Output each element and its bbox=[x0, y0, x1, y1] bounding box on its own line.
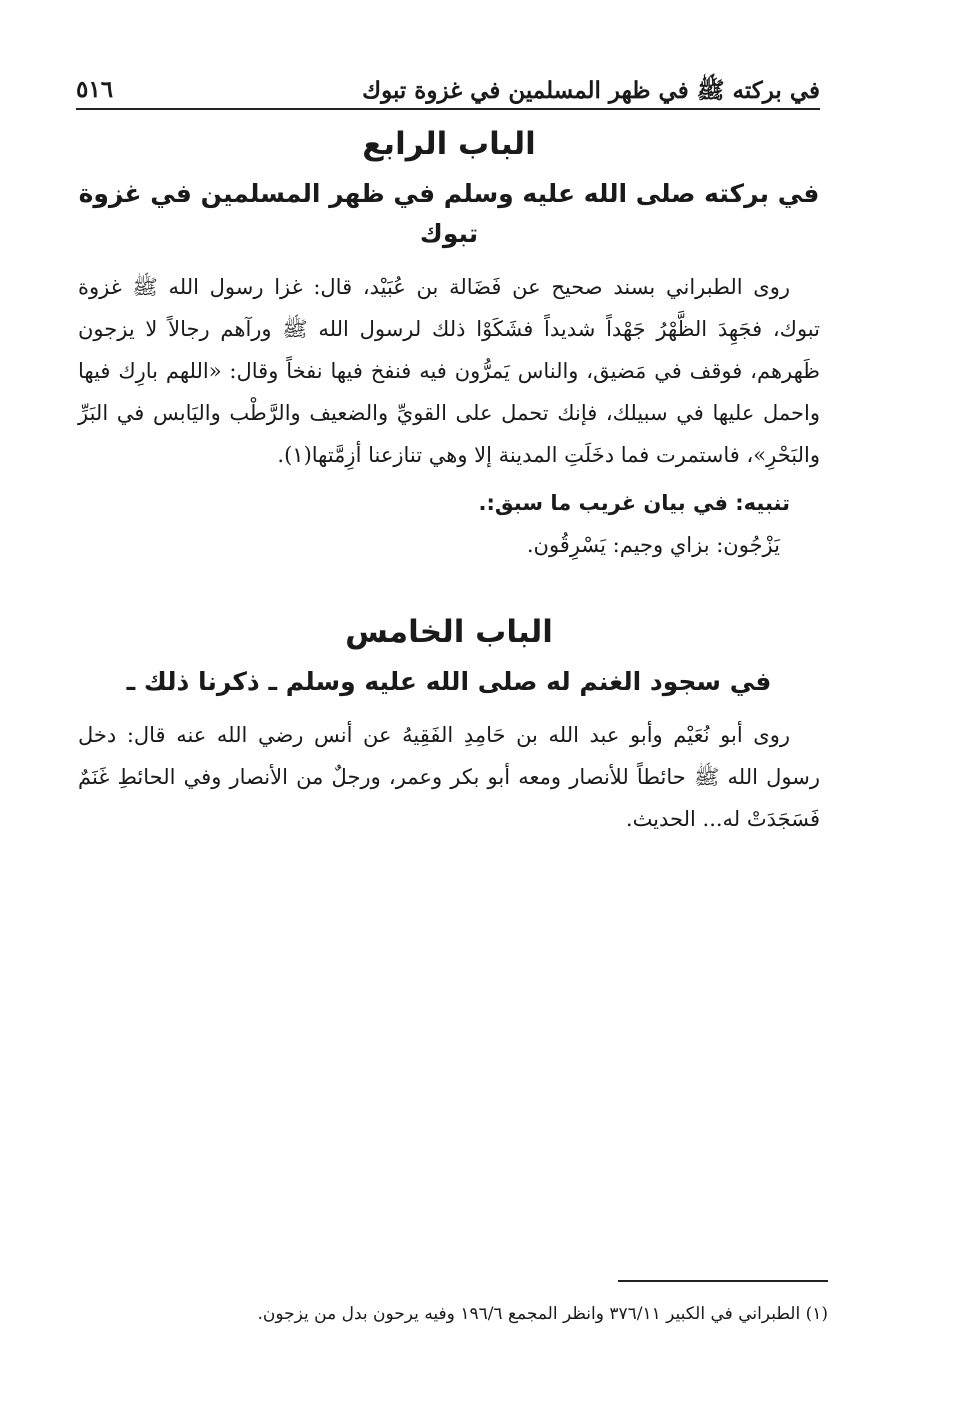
chapter-5-paragraph: روى أبو نُعَيْم وأبو عبد الله بن حَامِدِ الفَقِيهُ عن أنس رضي الله عنه قال: دخل رسول الله ﷺ حائطاً للأنصار ومعه أبو بكر وعمر، ورجلٌ من الأنصار وفي الحائطِ غَنَمٌ فَسَجَدَتْ له... الحديث. bbox=[78, 723, 820, 831]
chapter-5-section bbox=[78, 610, 820, 840]
note-line: يَزْجُون: بزاي وجيم: يَسْرِقُون. bbox=[526, 533, 780, 557]
note-heading: تنبيه: في بيان غريب ما سبق:. bbox=[478, 491, 790, 515]
page-number: ٥١٦ bbox=[76, 76, 114, 103]
running-header bbox=[76, 68, 820, 110]
chapter-4-title: الباب الرابع bbox=[362, 126, 536, 162]
chapter-4-paragraph: روى الطبراني بسند صحيح عن فَضَالة بن عُبَيْد، قال: غزا رسول الله ﷺ غزوة تبوك، فجَهِدَ الظَّهْرُ جَهْداً شديداً فشَكَوْا ذلك لرسول الله ﷺ ورآهم رجالاً لا يزجون ظَهرهم، فوقف في مَضيق، والناس يَمرُّون فيه فنفخ فيها نفخاً وقال: «اللهم بارِك فيها واحمل عليها في سبيلك، فإنك تحمل على القويِّ والضعيف والرَّطْب واليَابس في البَرِّ والبَحْرِ»، فاستمرت فما دخَلَتِ المدينة إلا وهي تنازعنا أزِمَّتها(١). bbox=[78, 275, 820, 467]
running-header-title: في بركته ﷺ في ظهر المسلمين في غزوة تبوك bbox=[362, 77, 820, 104]
chapter-5-title: الباب الخامس bbox=[345, 614, 553, 650]
footnote-divider bbox=[618, 1280, 828, 1282]
chapter-4-section bbox=[78, 122, 820, 566]
chapter-5-subtitle: في سجود الغنم له صلى الله عليه وسلم ـ ذكرنا ذلك ـ bbox=[126, 667, 772, 696]
footnote: (١) الطبراني في الكبير ٣٧٦/١١ وانظر المجمع ١٩٦/٦ وفيه يرحون بدل من يزجون. bbox=[257, 1304, 828, 1324]
chapter-4-subtitle: في بركته صلى الله عليه وسلم في ظهر المسلمين في غزوة تبوك bbox=[78, 179, 820, 248]
